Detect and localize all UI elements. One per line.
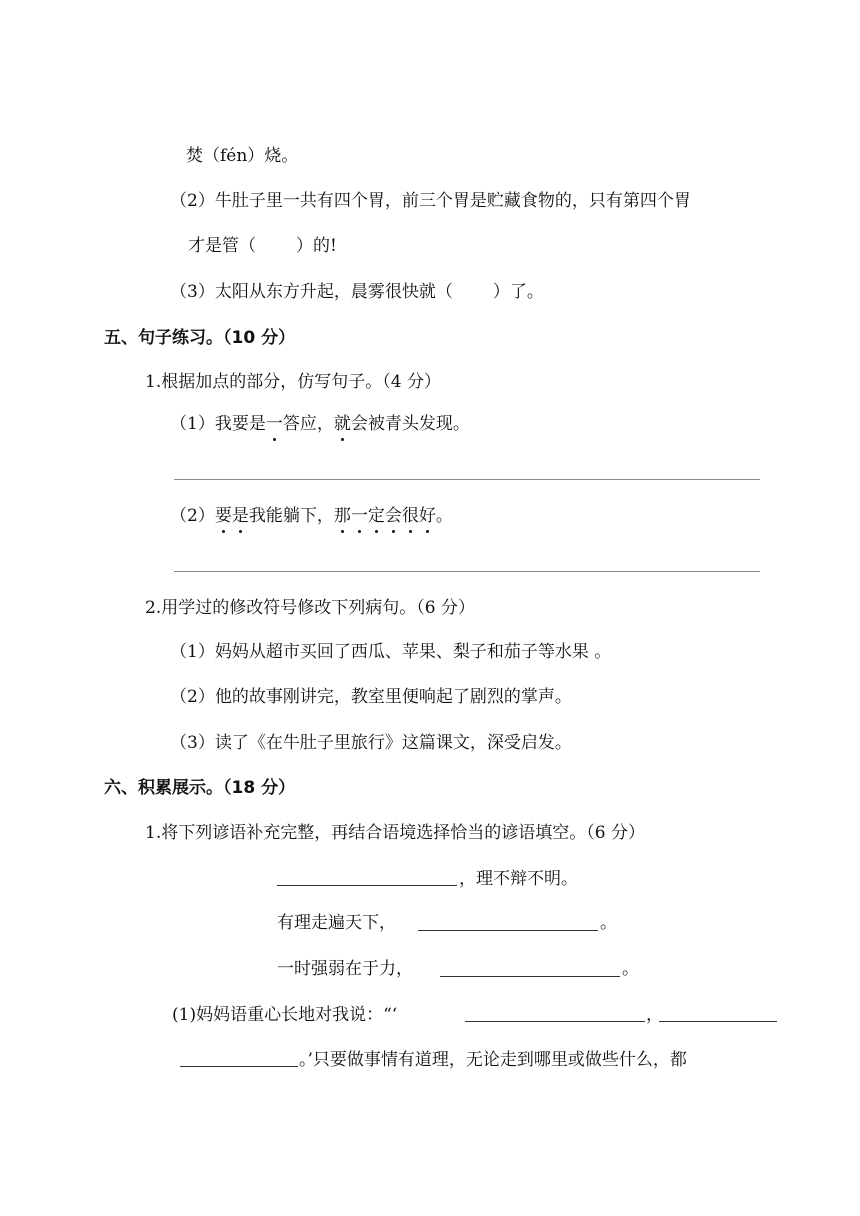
sec6-q1-item-1-line-1-b: ， bbox=[646, 1005, 663, 1025]
section-5-title: 五、句子练习。（10 分） bbox=[104, 328, 296, 348]
proverb-2-tail: 。 bbox=[600, 913, 617, 933]
sec6-q1-item-1-line-1-a: (1)妈妈语重心长地对我说：“‘ bbox=[172, 1005, 398, 1025]
answer-line-2[interactable] bbox=[174, 571, 760, 572]
q4-item-3-text-a: （3）太阳从东方升起，晨雾很快就（ bbox=[170, 282, 453, 302]
sec5-q1-item-2 bbox=[170, 505, 453, 527]
sec5-q1-item-2-post: 。 bbox=[435, 506, 453, 526]
sec5-q1-item-1 bbox=[170, 413, 470, 435]
dotted-char: 那 bbox=[333, 506, 351, 526]
sec6-q1-title: 1.将下列谚语补充完整，再结合语境选择恰当的谚语填空。（6 分） bbox=[145, 823, 645, 843]
item-1-blank-b[interactable] bbox=[659, 1021, 777, 1022]
q4-continuation-line: 焚（fén）烧。 bbox=[186, 146, 299, 166]
sec5-q1-item-1-post: 会被青头发现。 bbox=[350, 414, 470, 434]
proverb-3-blank[interactable] bbox=[440, 976, 620, 977]
dotted-char: 要 bbox=[214, 506, 232, 526]
sec5-q2-item-2: （2）他的故事刚讲完，教室里便响起了剧烈的掌声。 bbox=[170, 687, 572, 707]
q4-item-3-text-b: ）了。 bbox=[492, 282, 544, 302]
proverb-2-blank[interactable] bbox=[418, 930, 598, 931]
q4-item-2-line-1: （2）牛肚子里一共有四个胃，前三个胃是贮藏食物的，只有第四个胃 bbox=[170, 191, 691, 211]
item-1-blank-c[interactable] bbox=[180, 1066, 298, 1067]
proverb-3-head: 一时强弱在于力， bbox=[277, 959, 413, 979]
sec5-q2-item-1: （1）妈妈从超市买回了西瓜、苹果、梨子和茄子等水果 。 bbox=[170, 642, 612, 662]
proverb-1-blank[interactable] bbox=[277, 885, 457, 886]
dotted-char: 好 bbox=[418, 506, 436, 526]
section-6-title: 六、积累展示。（18 分） bbox=[104, 778, 296, 798]
dotted-char: 一 bbox=[350, 506, 368, 526]
sec5-q1-item-2-pre: （2） bbox=[170, 506, 215, 526]
q4-item-3 bbox=[170, 281, 544, 303]
sec6-q1-item-1-line-2: 。’只要做事情有道理，无论走到哪里或做些什么，都 bbox=[299, 1050, 687, 1070]
proverb-1-tail: ，理不辩不明。 bbox=[459, 869, 578, 889]
item-1-blank-a[interactable] bbox=[465, 1021, 645, 1022]
q4-item-2-text-a: 才是管（ bbox=[188, 236, 256, 256]
dotted-char: 很 bbox=[401, 506, 419, 526]
sec5-q2-title: 2.用学过的修改符号修改下列病句。（6 分） bbox=[145, 598, 475, 618]
dotted-char: 会 bbox=[384, 506, 402, 526]
sec5-q2-item-3: （3）读了《在牛肚子里旅行》这篇课文，深受启发。 bbox=[170, 733, 572, 753]
dotted-char: 就 bbox=[333, 414, 351, 434]
sec5-q1-item-1-pre: （1）我要是 bbox=[170, 414, 266, 434]
dotted-char: 是 bbox=[231, 506, 249, 526]
dotted-char: 定 bbox=[367, 506, 385, 526]
q4-item-2-text-b: ）的! bbox=[296, 236, 337, 256]
sec5-q1-item-2-mid: 我能躺下， bbox=[248, 506, 334, 526]
answer-line-1[interactable] bbox=[174, 479, 760, 480]
q4-item-2-line-2 bbox=[188, 235, 337, 257]
proverb-2-head: 有理走遍天下， bbox=[277, 913, 396, 933]
dotted-char: 一 bbox=[265, 414, 283, 434]
sec5-q1-title: 1.根据加点的部分，仿写句子。（4 分） bbox=[145, 372, 441, 392]
sec5-q1-item-1-mid: 答应， bbox=[282, 414, 334, 434]
proverb-3-tail: 。 bbox=[622, 959, 639, 979]
